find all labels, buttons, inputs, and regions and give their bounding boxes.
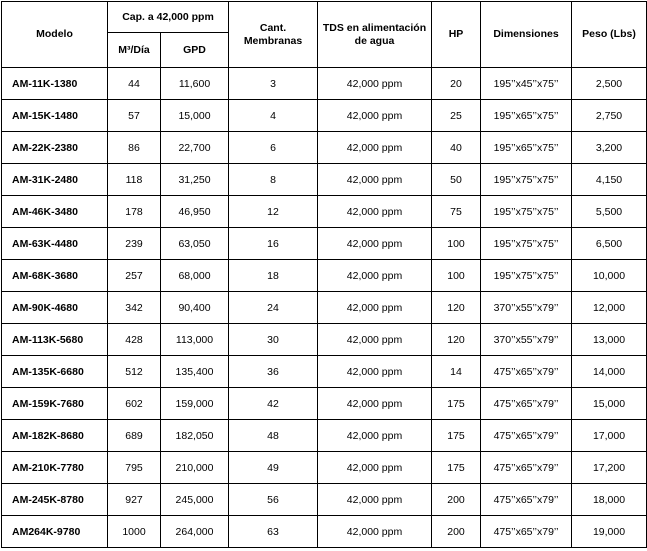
cell-model: AM-135K-6680 [2, 356, 108, 388]
cell-weight: 19,000 [572, 516, 647, 548]
cell-membranes: 30 [229, 324, 318, 356]
cell-m3-per-day: 257 [108, 260, 161, 292]
cell-weight: 2,750 [572, 100, 647, 132]
cell-model: AM-15K-1480 [2, 100, 108, 132]
cell-model: AM-245K-8780 [2, 484, 108, 516]
cell-gpd: 63,050 [161, 228, 229, 260]
cell-m3-per-day: 689 [108, 420, 161, 452]
cell-hp: 175 [432, 420, 481, 452]
cell-tds: 42,000 ppm [318, 164, 432, 196]
cell-hp: 175 [432, 388, 481, 420]
cell-model: AM-11K-1380 [2, 68, 108, 100]
cell-m3-per-day: 86 [108, 132, 161, 164]
cell-model: AM-31K-2480 [2, 164, 108, 196]
cell-tds: 42,000 ppm [318, 388, 432, 420]
cell-model: AM-90K-4680 [2, 292, 108, 324]
table-row [2, 324, 647, 356]
cell-gpd: 31,250 [161, 164, 229, 196]
cell-dimensions: 195’’x75’’x75’’ [481, 196, 572, 228]
header-gpd: GPD [161, 33, 229, 68]
cell-dimensions: 475’’x65’’x79’’ [481, 356, 572, 388]
cell-tds: 42,000 ppm [318, 324, 432, 356]
cell-weight: 18,000 [572, 484, 647, 516]
table-row [2, 452, 647, 484]
cell-dimensions: 195’’x75’’x75’’ [481, 260, 572, 292]
cell-hp: 100 [432, 260, 481, 292]
cell-tds: 42,000 ppm [318, 196, 432, 228]
cell-membranes: 12 [229, 196, 318, 228]
cell-dimensions: 475’’x65’’x79’’ [481, 388, 572, 420]
cell-model: AM-159K-7680 [2, 388, 108, 420]
cell-weight: 15,000 [572, 388, 647, 420]
cell-model: AM-22K-2380 [2, 132, 108, 164]
table-row [2, 356, 647, 388]
cell-weight: 12,000 [572, 292, 647, 324]
header-weight: Peso (Lbs) [572, 2, 647, 68]
header-m3-per-day: M³/Día [108, 33, 161, 68]
table-header [2, 2, 647, 68]
cell-dimensions: 475’’x65’’x79’’ [481, 420, 572, 452]
cell-model: AM-113K-5680 [2, 324, 108, 356]
cell-hp: 75 [432, 196, 481, 228]
header-membranes: Cant. Membranas [229, 2, 318, 68]
cell-gpd: 210,000 [161, 452, 229, 484]
cell-tds: 42,000 ppm [318, 516, 432, 548]
cell-tds: 42,000 ppm [318, 292, 432, 324]
cell-m3-per-day: 178 [108, 196, 161, 228]
cell-weight: 13,000 [572, 324, 647, 356]
cell-weight: 3,200 [572, 132, 647, 164]
cell-gpd: 113,000 [161, 324, 229, 356]
cell-membranes: 56 [229, 484, 318, 516]
header-dimensions: Dimensiones [481, 2, 572, 68]
table-row [2, 100, 647, 132]
cell-m3-per-day: 57 [108, 100, 161, 132]
table-row [2, 292, 647, 324]
cell-gpd: 11,600 [161, 68, 229, 100]
cell-membranes: 16 [229, 228, 318, 260]
cell-m3-per-day: 428 [108, 324, 161, 356]
cell-tds: 42,000 ppm [318, 68, 432, 100]
cell-hp: 40 [432, 132, 481, 164]
cell-tds: 42,000 ppm [318, 420, 432, 452]
cell-hp: 20 [432, 68, 481, 100]
cell-membranes: 49 [229, 452, 318, 484]
cell-gpd: 264,000 [161, 516, 229, 548]
cell-hp: 120 [432, 292, 481, 324]
table-row [2, 132, 647, 164]
cell-membranes: 42 [229, 388, 318, 420]
table-row [2, 420, 647, 452]
header-model: Modelo [2, 2, 108, 68]
cell-dimensions: 195’’x65’’x75’’ [481, 132, 572, 164]
cell-weight: 14,000 [572, 356, 647, 388]
cell-gpd: 68,000 [161, 260, 229, 292]
cell-dimensions: 475’’x65’’x79’’ [481, 516, 572, 548]
cell-membranes: 36 [229, 356, 318, 388]
spec-table [1, 1, 647, 548]
cell-hp: 200 [432, 484, 481, 516]
cell-tds: 42,000 ppm [318, 100, 432, 132]
table-row [2, 196, 647, 228]
cell-m3-per-day: 342 [108, 292, 161, 324]
cell-tds: 42,000 ppm [318, 260, 432, 292]
header-capacity: Cap. a 42,000 ppm [108, 2, 229, 33]
cell-membranes: 63 [229, 516, 318, 548]
cell-dimensions: 195’’x75’’x75’’ [481, 228, 572, 260]
cell-membranes: 48 [229, 420, 318, 452]
cell-m3-per-day: 795 [108, 452, 161, 484]
cell-dimensions: 195’’x75’’x75’’ [481, 164, 572, 196]
cell-hp: 100 [432, 228, 481, 260]
cell-weight: 4,150 [572, 164, 647, 196]
cell-membranes: 24 [229, 292, 318, 324]
cell-gpd: 46,950 [161, 196, 229, 228]
table-row [2, 388, 647, 420]
cell-membranes: 18 [229, 260, 318, 292]
cell-model: AM264K-9780 [2, 516, 108, 548]
table-body [2, 68, 647, 548]
cell-dimensions: 370’’x55’’x79’’ [481, 292, 572, 324]
cell-model: AM-210K-7780 [2, 452, 108, 484]
header-row-1 [2, 2, 647, 33]
table-row [2, 516, 647, 548]
cell-membranes: 4 [229, 100, 318, 132]
cell-weight: 17,000 [572, 420, 647, 452]
cell-weight: 5,500 [572, 196, 647, 228]
header-tds: TDS en alimentación de agua [318, 2, 432, 68]
cell-dimensions: 195’’x45’’x75’’ [481, 68, 572, 100]
cell-gpd: 182,050 [161, 420, 229, 452]
cell-gpd: 135,400 [161, 356, 229, 388]
cell-membranes: 8 [229, 164, 318, 196]
cell-membranes: 6 [229, 132, 318, 164]
cell-weight: 17,200 [572, 452, 647, 484]
cell-model: AM-63K-4480 [2, 228, 108, 260]
cell-model: AM-68K-3680 [2, 260, 108, 292]
cell-tds: 42,000 ppm [318, 452, 432, 484]
cell-dimensions: 370’’x55’’x79’’ [481, 324, 572, 356]
cell-hp: 175 [432, 452, 481, 484]
cell-gpd: 159,000 [161, 388, 229, 420]
cell-gpd: 90,400 [161, 292, 229, 324]
cell-dimensions: 475’’x65’’x79’’ [481, 484, 572, 516]
cell-hp: 200 [432, 516, 481, 548]
cell-weight: 6,500 [572, 228, 647, 260]
cell-hp: 120 [432, 324, 481, 356]
table-row [2, 484, 647, 516]
cell-m3-per-day: 118 [108, 164, 161, 196]
table-row [2, 68, 647, 100]
header-hp: HP [432, 2, 481, 68]
table-row [2, 228, 647, 260]
cell-gpd: 15,000 [161, 100, 229, 132]
cell-gpd: 22,700 [161, 132, 229, 164]
cell-weight: 2,500 [572, 68, 647, 100]
cell-weight: 10,000 [572, 260, 647, 292]
cell-model: AM-182K-8680 [2, 420, 108, 452]
cell-m3-per-day: 927 [108, 484, 161, 516]
cell-tds: 42,000 ppm [318, 132, 432, 164]
cell-tds: 42,000 ppm [318, 484, 432, 516]
cell-hp: 14 [432, 356, 481, 388]
cell-m3-per-day: 1000 [108, 516, 161, 548]
cell-dimensions: 475’’x65’’x79’’ [481, 452, 572, 484]
table-row [2, 164, 647, 196]
cell-gpd: 245,000 [161, 484, 229, 516]
cell-m3-per-day: 602 [108, 388, 161, 420]
cell-m3-per-day: 44 [108, 68, 161, 100]
table-row [2, 260, 647, 292]
cell-tds: 42,000 ppm [318, 356, 432, 388]
cell-membranes: 3 [229, 68, 318, 100]
cell-hp: 50 [432, 164, 481, 196]
cell-model: AM-46K-3480 [2, 196, 108, 228]
cell-hp: 25 [432, 100, 481, 132]
cell-m3-per-day: 239 [108, 228, 161, 260]
cell-dimensions: 195’’x65’’x75’’ [481, 100, 572, 132]
cell-tds: 42,000 ppm [318, 228, 432, 260]
cell-m3-per-day: 512 [108, 356, 161, 388]
